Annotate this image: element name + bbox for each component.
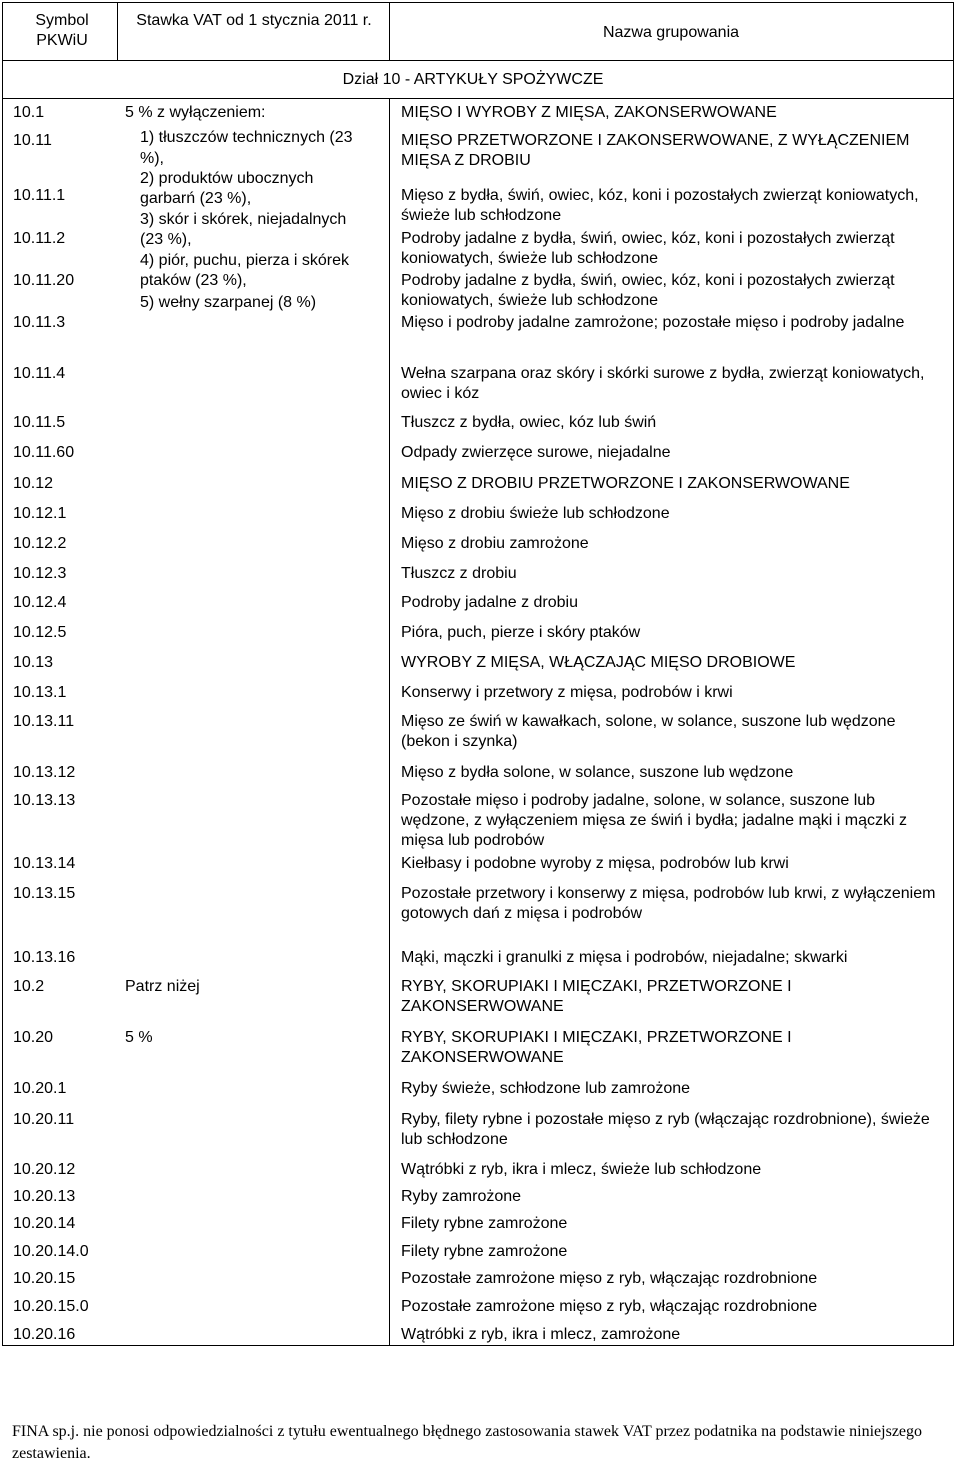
row-code: 10.12.4 — [13, 594, 67, 611]
rate-block-line: ptaków (23 %), — [140, 272, 247, 289]
row-rate: Patrz niżej — [125, 978, 200, 995]
row-code: 10.20.1 — [13, 1080, 67, 1097]
row-code: 10.11.60 — [13, 444, 75, 461]
row-description: Podroby jadalne z bydła, świń, owiec, kóz, koni i pozostałych zwierząt koniowatych, świeże lub schłodzone — [401, 230, 895, 267]
row-code: 10.11.3 — [13, 314, 66, 331]
header-divider-1 — [117, 3, 118, 60]
row-description: MIĘSO I WYROBY Z MIĘSA, ZAKONSERWOWANE — [401, 104, 777, 121]
footer-disclaimer: FINA sp.j. nie ponosi odpowiedzialności z tytułu ewentualnego błędnego zastosowania stawek VAT przez podatnika na podstawie niniejszego zestawienia. — [12, 1423, 923, 1462]
row-description: MIĘSO Z DROBIU PRZETWORZONE I ZAKONSERWOWANE — [401, 475, 850, 492]
row-description: Pióra, puch, pierze i skóry ptaków — [401, 624, 641, 641]
row-description: Odpady zwierzęce surowe, niejadalne — [401, 444, 671, 461]
row-code: 10.11.2 — [13, 230, 66, 247]
row-code: 10.13.16 — [13, 949, 76, 966]
header-group-name: Nazwa grupowania — [602, 24, 740, 41]
row-code: 10.13.15 — [13, 885, 76, 902]
row-code: 10.12.3 — [13, 565, 67, 582]
row-description: Wątróbki z ryb, ikra i mlecz, zamrożone — [401, 1326, 681, 1343]
row-code: 10.13.11 — [13, 713, 75, 730]
row-description: Mięso z bydła, świń, owiec, kóz, koni i pozostałych zwierząt koniowatych, świeże lub schłodzone — [401, 187, 919, 224]
rate-block-line: 2) produktów ubocznych — [140, 170, 314, 187]
header-rule — [3, 60, 953, 61]
row-code: 10.13.13 — [13, 792, 76, 809]
rate-block-line: %), — [140, 150, 164, 167]
row-description: WYROBY Z MIĘSA, WŁĄCZAJĄC MIĘSO DROBIOWE — [401, 654, 796, 671]
section-rule — [3, 98, 953, 99]
vat-table — [2, 2, 954, 1346]
rate-block-line: 5 % z wyłączeniem: — [125, 104, 266, 121]
row-code: 10.20.13 — [13, 1188, 76, 1205]
row-description: Mięso ze świń w kawałkach, solone, w solance, suszone lub wędzone (bekon i szynka) — [401, 713, 896, 750]
row-description: Podroby jadalne z drobiu — [401, 594, 579, 611]
header-divider-2 — [389, 3, 390, 60]
row-code: 10.20 — [13, 1029, 54, 1046]
row-code: 10.12.5 — [13, 624, 67, 641]
row-description: Ryby świeże, schłodzone lub zamrożone — [401, 1080, 691, 1097]
row-code: 10.13.1 — [13, 684, 67, 701]
rate-block-line: 4) piór, puchu, pierza i skórek — [140, 252, 349, 269]
row-code: 10.20.15 — [13, 1270, 76, 1287]
row-description: Filety rybne zamrożone — [401, 1215, 568, 1232]
row-code: 10.20.12 — [13, 1161, 76, 1178]
header-symbol: Symbol PKWiU — [35, 12, 89, 49]
rate-block-line: 1) tłuszczów technicznych (23 — [140, 129, 353, 146]
row-code: 10.13 — [13, 654, 54, 671]
row-code: 10.20.14 — [13, 1215, 76, 1232]
header-rate: Stawka VAT od 1 stycznia 2011 r. — [136, 12, 372, 29]
row-description: Tłuszcz z bydła, owiec, kóz lub świń — [401, 414, 657, 431]
row-description: Filety rybne zamrożone — [401, 1243, 568, 1260]
row-description: Pozostałe przetwory i konserwy z mięsa, podrobów lub krwi, z wyłączeniem gotowych dań z mięsa i podrobów — [401, 885, 936, 922]
row-description: Wełna szarpana oraz skóry i skórki surowe z bydła, zwierząt koniowatych, owiec i kóz — [401, 365, 925, 402]
row-code: 10.20.16 — [13, 1326, 76, 1343]
row-code: 10.12 — [13, 475, 54, 492]
row-code: 10.11 — [13, 132, 52, 149]
row-description: Pozostałe zamrożone mięso z ryb, włączając rozdrobnione — [401, 1298, 818, 1315]
row-description: Ryby zamrożone — [401, 1188, 522, 1205]
row-description: MIĘSO PRZETWORZONE I ZAKONSERWOWANE, Z WYŁĄCZENIEM MIĘSA Z DROBIU — [401, 132, 910, 169]
row-code: 10.2 — [13, 978, 45, 995]
row-description: Wątróbki z ryb, ikra i mlecz, świeże lub schłodzone — [401, 1161, 762, 1178]
row-code: 10.20.15.0 — [13, 1298, 89, 1315]
row-description: Mięso z drobiu zamrożone — [401, 535, 589, 552]
section-title: Dział 10 - ARTYKUŁY SPOŻYWCZE — [342, 71, 604, 88]
rate-block-line: 5) wełny szarpanej (8 %) — [140, 294, 317, 311]
rate-block-line: 3) skór i skórek, niejadalnych — [140, 211, 347, 228]
row-code: 10.20.11 — [13, 1111, 75, 1128]
row-code: 10.12.2 — [13, 535, 67, 552]
row-code: 10.12.1 — [13, 505, 67, 522]
row-code: 10.13.14 — [13, 855, 76, 872]
row-description: RYBY, SKORUPIAKI I MIĘCZAKI, PRZETWORZONE I ZAKONSERWOWANE — [401, 978, 792, 1015]
row-description: RYBY, SKORUPIAKI I MIĘCZAKI, PRZETWORZONE I ZAKONSERWOWANE — [401, 1029, 792, 1066]
row-description: Kiełbasy i podobne wyroby z mięsa, podrobów lub krwi — [401, 855, 789, 872]
rate-block-line: (23 %), — [140, 231, 192, 248]
row-description: Pozostałe zamrożone mięso z ryb, włączając rozdrobnione — [401, 1270, 818, 1287]
row-description: Tłuszcz z drobiu — [401, 565, 517, 582]
row-code: 10.11.4 — [13, 365, 66, 382]
row-rate: 5 % — [125, 1029, 153, 1046]
rate-block-line: garbarń (23 %), — [140, 190, 252, 207]
row-code: 10.1 — [13, 104, 45, 121]
row-description: Konserwy i przetwory z mięsa, podrobów i krwi — [401, 684, 733, 701]
row-description: Mięso z drobiu świeże lub schłodzone — [401, 505, 670, 522]
row-code: 10.11.5 — [13, 414, 66, 431]
row-code: 10.20.14.0 — [13, 1243, 89, 1260]
row-description: Mięso z bydła solone, w solance, suszone lub wędzone — [401, 764, 794, 781]
row-code: 10.13.12 — [13, 764, 76, 781]
row-description: Mąki, mączki i granulki z mięsa i podrobów, niejadalne; skwarki — [401, 949, 848, 966]
row-code: 10.11.1 — [13, 187, 66, 204]
row-code: 10.11.20 — [13, 272, 75, 289]
row-description: Mięso i podroby jadalne zamrożone; pozostałe mięso i podroby jadalne — [401, 314, 905, 331]
row-description: Ryby, filety rybne i pozostałe mięso z ryb (włączając rozdrobnione), świeże lub schłodzone — [401, 1111, 930, 1148]
row-description: Pozostałe mięso i podroby jadalne, solone, w solance, suszone lub wędzone, z wyłączeniem mięsa ze świń i bydła; jadalne mąki i mączki z mięsa lub podrobów — [401, 792, 907, 849]
row-description: Podroby jadalne z bydła, świń, owiec, kóz, koni i pozostałych zwierząt koniowatych, świeże lub schłodzone — [401, 272, 895, 309]
